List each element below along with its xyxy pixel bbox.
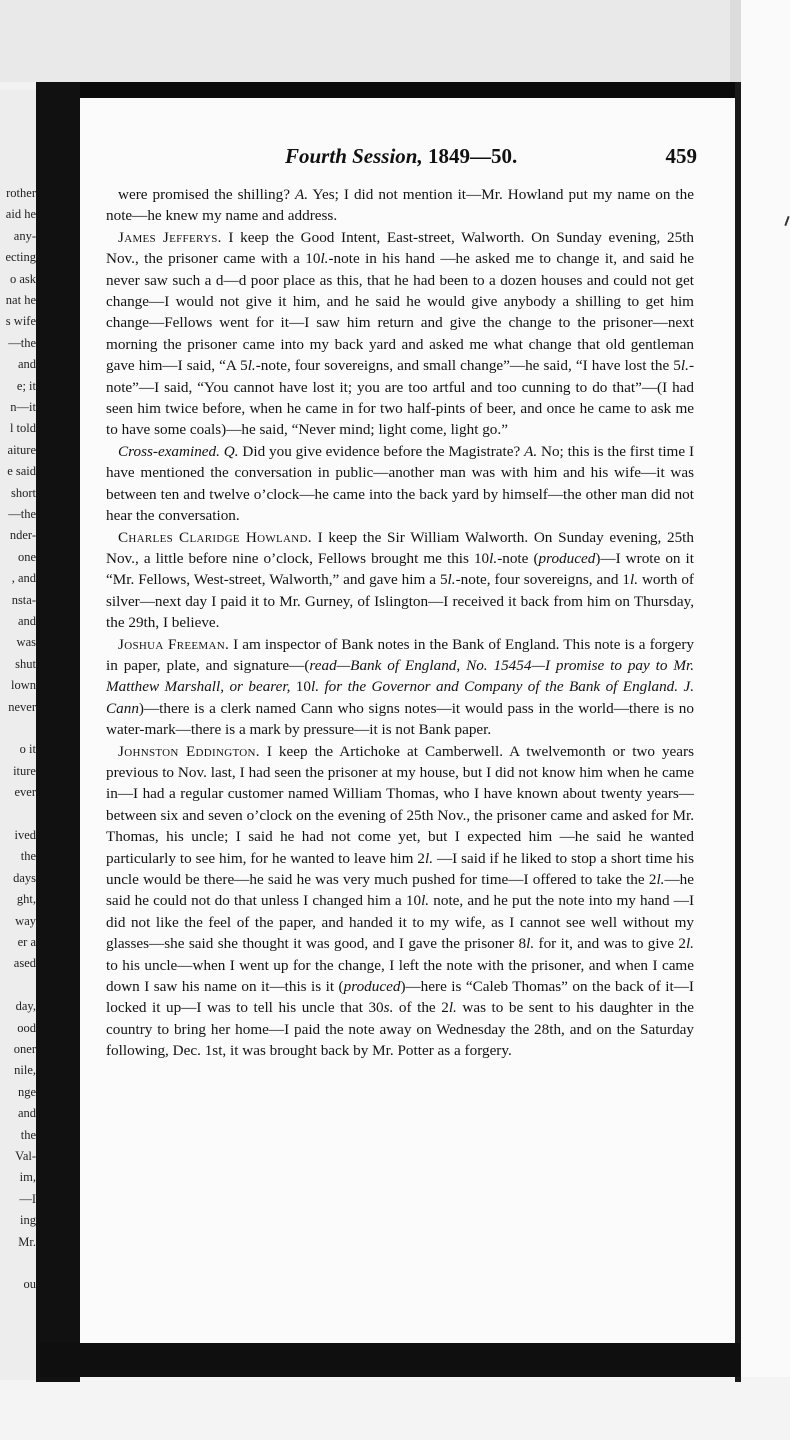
facing-page-fragment: one [17,549,36,564]
text-run: -note in his hand —he asked me to change it, and said he never saw such a d—d poor place as this, that he had been to a dozen houses and could not get change—I would not give it him, and he said he would give anybody a shilling to get him change—Fellows went for it—I saw him return and give the change to the prisoner—next morning the prisoner came into my back yard and asked me what change that old gentleman gave him—I said, “A 5 [106,250,694,375]
text-run: I am inspector of Bank notes in the Bank of England. This note is a forgery in paper, plate, and signature—( [106,635,695,674]
facing-page-fragment: ecting [5,250,36,265]
facing-page-fragment: never [8,699,36,714]
facing-page-fragment: Val- [15,1149,36,1163]
text-run: produced [343,978,401,996]
text-run: )—there is a clerk named Cann who signs notes—it would pass in the world—there is no water-mark—there is a mark by pressure—it is not Bank paper. [106,699,694,739]
text-run: A. [524,442,538,460]
text-run: No; this is the first time I have mentioned the conversation in public—another man was with him and his wife—it was between ten and twelve o’clock—he came into the back yard by himself—the other man did not hear the conversation. [106,442,695,525]
facing-page-fragment: im, [19,1170,36,1185]
text-run: l. [489,549,498,567]
paragraph [106,441,694,527]
facing-page-fragment: the [20,849,36,864]
running-header [80,144,735,174]
paragraph [106,184,694,227]
facing-page-fragment: —the [8,507,36,521]
facing-page-fragment: ased [13,956,36,971]
text-run: were promised the shilling? [118,186,295,203]
facing-page-fragment: o it [19,742,36,757]
text-run: Did you give evidence before the Magistrate? [238,442,525,460]
facing-page-fragment: lown [11,678,36,693]
text-run: James Jefferys. [118,228,222,246]
text-run: 10 [290,678,311,696]
facing-page-fragment: days [13,870,36,885]
facing-page-fragment: nsta- [11,592,36,607]
text-run: l. [629,571,638,589]
facing-page-fragment: iture [13,763,36,778]
facing-page-fragment: Mr. [18,1234,36,1249]
text-run: —I said if he liked to stop a short time his uncle would be there—he said he was very much pushed for time—I offered to take the 2 [106,849,694,888]
facing-page-fragment: ou [23,1277,36,1292]
facing-page-fragment: and [17,357,36,372]
facing-page-fragment: aid he [5,207,36,222]
facing-page-fragment: rother [6,186,36,200]
facing-page-fragment: shut [15,656,36,671]
text-run: -note”—I said, “You cannot have lost it; you are too artful and too cunning to do that”—(I had seen him twice before, when he came in for two half-pints of beer, and once he came to ask me to have some coals)—he said, “Never mind; light come, light go.” [106,357,694,439]
text-run: for it, and was to give 2 [534,935,686,953]
facing-page-fragment: was [16,635,36,650]
text-run: of the 2 [393,999,449,1017]
book-gutter [36,82,80,1382]
text-run: I keep the Sir William Walworth. On Sunday evening, 25th Nov., a little before nine o’clock, Fellows brought me this 10 [106,528,694,567]
facing-page-fragment: er a [17,935,36,949]
text-run: -note ( [497,549,539,567]
facing-page-fragment: , and [11,571,36,586]
facing-page-fragment: oner [13,1042,36,1056]
facing-page-fragment: n—it [10,400,36,414]
facing-page-fragment: way [15,913,36,928]
facing-page-fragment: l told [9,421,36,436]
scan-bottom-margin [0,1377,790,1440]
text-run: I keep the Good Intent, East-street, Walworth. On Sunday evening, 25th Nov., the prisoner came with a 10 [106,228,694,268]
body-text [106,184,694,1062]
facing-page-fragment: —I [19,1191,36,1206]
paragraph [106,634,694,741]
paragraph [106,227,694,441]
text-run: l. [526,935,535,953]
text-run: -note, four sovereigns, and 1 [455,571,630,589]
facing-page-fragment: ood [17,1020,36,1035]
facing-page-fragment: ght, [16,892,36,907]
facing-page-fragment: short [11,485,36,500]
text-run: for the Governor and Company of the Bank of England. J. Cann [106,678,695,717]
text-run: I keep the Artichoke at Camberwell. A twelvemonth or two years previous to Nov. last, I had seen the prisoner at my house, but I did not know him when he came in—I had a regular customer named William Thomas, who I have known about twenty years—between six and seven o’clock on the evening of 25th Nov., the prisoner came and asked for Mr. Thomas, his uncle; I said he had not come yet, but I expected him —he said he wanted particularly to see him, for he wanted to leave him 2 [106,742,695,867]
text-run: l. [685,935,694,953]
facing-page-fragment: o ask [9,271,36,286]
facing-page-fragment: aiture [7,442,36,457]
facing-page-fragment: day, [15,999,36,1014]
text-run: Johnston Eddington. [118,742,260,760]
text-run: note, and he put the note into my hand —I did not like the feel of the paper, and handed it to my wife, as I cannot see well without my glasses—she said she thought it was good, and I gave the prisoner 8 [106,892,694,953]
text-run: l. [320,250,329,268]
facing-page-fragment: nge [17,1084,36,1099]
text-run: l. [311,678,320,696]
facing-page-edge [0,90,38,1380]
facing-page-fragment: e; it [16,378,36,393]
facing-page-fragment: nat he [5,293,36,307]
text-run: Joshua Freeman. [118,635,230,653]
text-run: Cross-examined. [118,442,220,460]
text-run: l. [247,357,256,375]
text-run: was to be sent to his daughter in the country to bring her home—I paid the note away on Wednesday the 28th, and on the Saturday following, Dec. 1st, it was brought back by Mr. Potter as a forgery. [106,999,694,1060]
facing-page-fragment: nile, [14,1063,36,1078]
text-run: worth of silver—next day I paid it to Mr. Gurney, of Islington—I received it back from him on Thursday, the 29th, I believe. [106,571,694,632]
text-run: l. [447,571,456,589]
text-run: -note, four sovereigns, and small change”—he said, “I have lost the 5 [255,357,681,375]
text-run: read—Bank of England, No. 15454—I promise to pay to Mr. Matthew Marshall, or bearer, [106,656,694,696]
text-run: Yes; I did not mention it—Mr. Howland put my name on the note—he knew my name and address. [106,186,694,225]
scan-right-margin [741,0,790,1440]
facing-page-fragment: e said [7,464,36,479]
text-run: —he said he could not do that unless I changed him a 10 [106,871,694,910]
facing-page-fragment: —the [8,335,36,350]
scan-top-margin [0,0,790,82]
facing-page-fragment: the [20,1127,36,1142]
text-run: )—here is “Caleb Thomas” on the back of it—I locked it up—I was to tell his uncle that 30 [106,978,694,1017]
facing-page-fragment: nder- [9,528,36,543]
facing-page-fragment: and [17,1106,36,1121]
running-title: Fourth Session, 1849—50. [285,144,518,168]
facing-page-fragment: ever [14,785,36,800]
book-edge-top [36,82,740,98]
text-run: A. [294,186,309,203]
facing-page-fragment: ing [20,1213,36,1228]
text-run: Charles Claridge Howland. [118,528,312,546]
text-run: l. [421,892,430,910]
text-run: produced [538,549,596,567]
text-run: l. [448,999,457,1017]
paragraph [106,741,694,1062]
facing-page-fragment: any- [13,228,36,243]
book-edge-right [735,82,741,1382]
page-number: 459 [665,144,697,168]
facing-page-fragment: and [17,614,36,628]
text-run: l. [656,871,665,888]
paragraph [106,527,694,634]
book-page [80,98,735,1343]
facing-page-fragment: ived [14,828,36,842]
text-run: l. [424,849,434,867]
facing-page-fragment: s wife [5,314,36,329]
text-run: to his uncle—when I went up for the change, I left the note with the prisoner, and when I came down I saw his name on it—this is it ( [106,956,694,996]
text-run: Q. [223,442,239,460]
text-run: )—I wrote on it “Mr. Fellows, West-street, Walworth,” and gave him a 5 [106,549,694,589]
text-run: l. [680,357,689,375]
book-edge-bottom [36,1343,740,1377]
text-run: s. [383,999,394,1017]
